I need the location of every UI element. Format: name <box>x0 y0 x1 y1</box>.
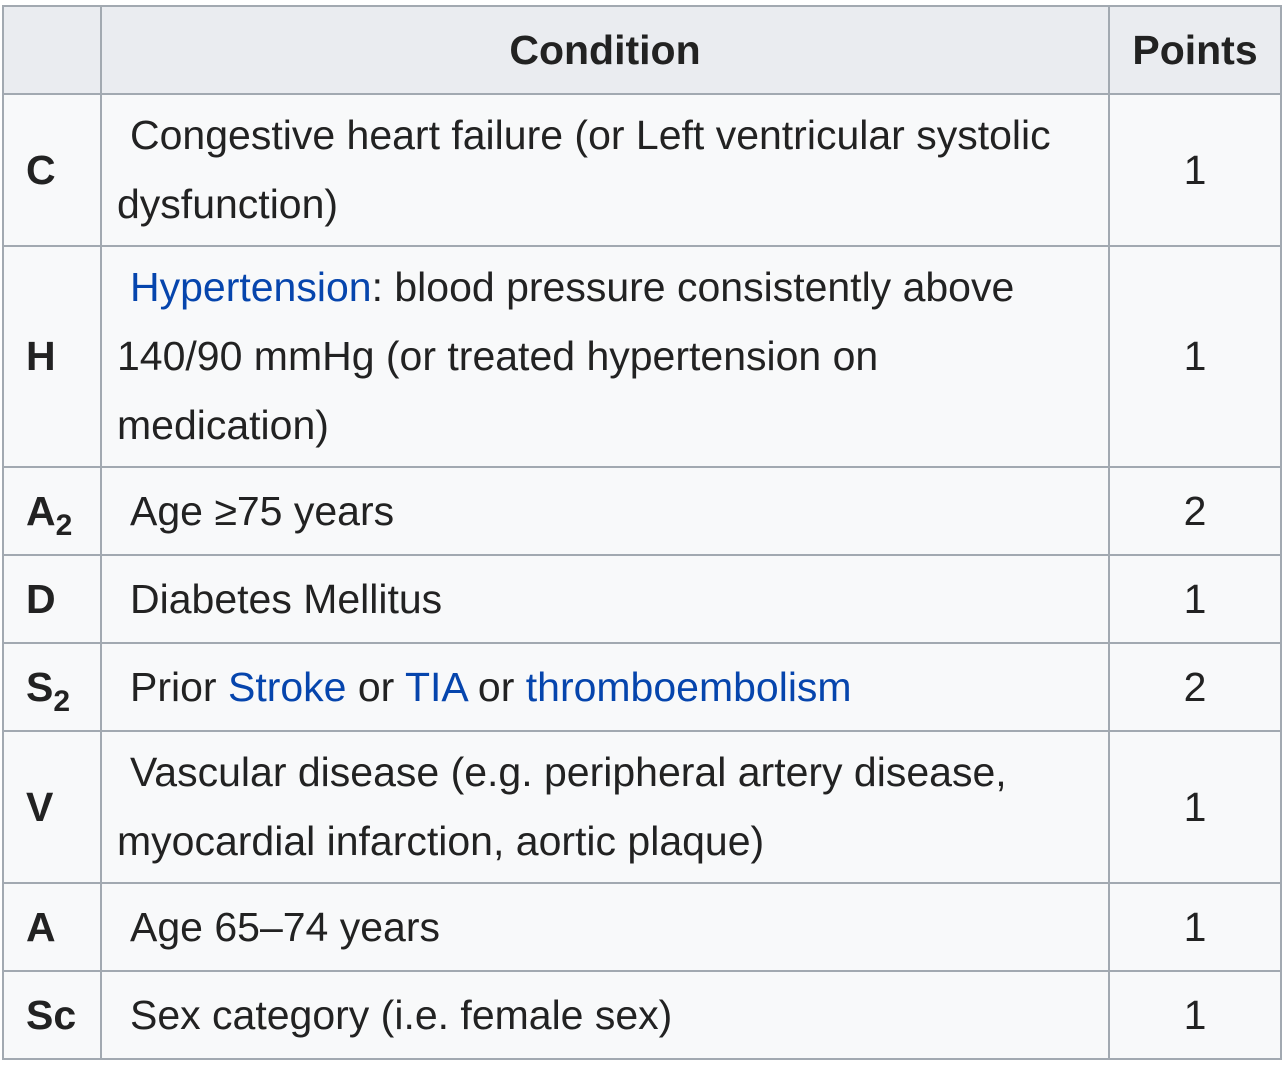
row-points: 1 <box>1109 971 1281 1059</box>
row-condition <box>101 643 1109 731</box>
letter-subscript: 2 <box>53 684 71 718</box>
condition-text: Prior <box>130 663 228 710</box>
letter-text: A <box>26 903 56 950</box>
row-letter <box>3 643 101 731</box>
header-condition: Condition <box>101 6 1109 94</box>
table-row <box>3 883 1281 971</box>
condition-text: or <box>346 663 405 710</box>
letter-text: D <box>26 575 56 622</box>
condition-text: Age ≥75 years <box>130 487 395 534</box>
row-letter <box>3 246 101 467</box>
condition-text: or <box>466 663 526 710</box>
row-letter <box>3 94 101 246</box>
row-points: 1 <box>1109 94 1281 246</box>
row-letter <box>3 467 101 555</box>
row-letter <box>3 731 101 883</box>
table-row <box>3 555 1281 643</box>
condition-text: Diabetes Mellitus <box>130 575 443 622</box>
condition-text: Congestive heart failure (or Left ventricular systolic dysfunction) <box>117 112 1051 227</box>
table-row <box>3 467 1281 555</box>
letter-text: A <box>26 487 56 534</box>
row-condition <box>101 467 1109 555</box>
condition-text: Age 65–74 years <box>130 903 441 950</box>
row-points: 1 <box>1109 246 1281 467</box>
letter-text: Sc <box>26 991 77 1038</box>
tia-link[interactable]: TIA <box>404 663 467 710</box>
row-points: 1 <box>1109 731 1281 883</box>
row-points: 2 <box>1109 643 1281 731</box>
row-condition <box>101 971 1109 1059</box>
row-condition <box>101 94 1109 246</box>
row-letter <box>3 883 101 971</box>
row-points: 1 <box>1109 555 1281 643</box>
hypertension-link[interactable]: Hypertension <box>130 264 372 310</box>
stroke-link[interactable]: Stroke <box>227 663 347 710</box>
header-blank <box>3 6 101 94</box>
letter-text: V <box>26 783 54 830</box>
row-condition <box>101 246 1109 467</box>
row-condition <box>101 555 1109 643</box>
table-row <box>3 643 1281 731</box>
header-points: Points <box>1109 6 1281 94</box>
table-row <box>3 246 1281 467</box>
condition-text: Vascular disease (e.g. peripheral artery disease, myocardial infarction, aortic plaque) <box>117 749 1007 864</box>
condition-text: Sex category (i.e. female sex) <box>130 991 673 1038</box>
row-condition <box>101 883 1109 971</box>
row-condition <box>101 731 1109 883</box>
row-letter <box>3 555 101 643</box>
row-points: 1 <box>1109 883 1281 971</box>
letter-subscript: 2 <box>55 508 73 542</box>
thromboembolism-link[interactable]: thromboembolism <box>525 663 852 710</box>
row-letter <box>3 971 101 1059</box>
table-row <box>3 94 1281 246</box>
letter-text: S <box>26 663 54 710</box>
letter-text: C <box>26 146 56 193</box>
row-points: 2 <box>1109 467 1281 555</box>
table-row <box>3 971 1281 1059</box>
header-row <box>3 6 1281 94</box>
table-row <box>3 731 1281 883</box>
score-table <box>2 5 1282 1060</box>
condition-text: : blood pressure consistently above 140/90 mmHg (or treated hypertension on medication) <box>117 264 1015 448</box>
letter-text: H <box>26 333 56 379</box>
